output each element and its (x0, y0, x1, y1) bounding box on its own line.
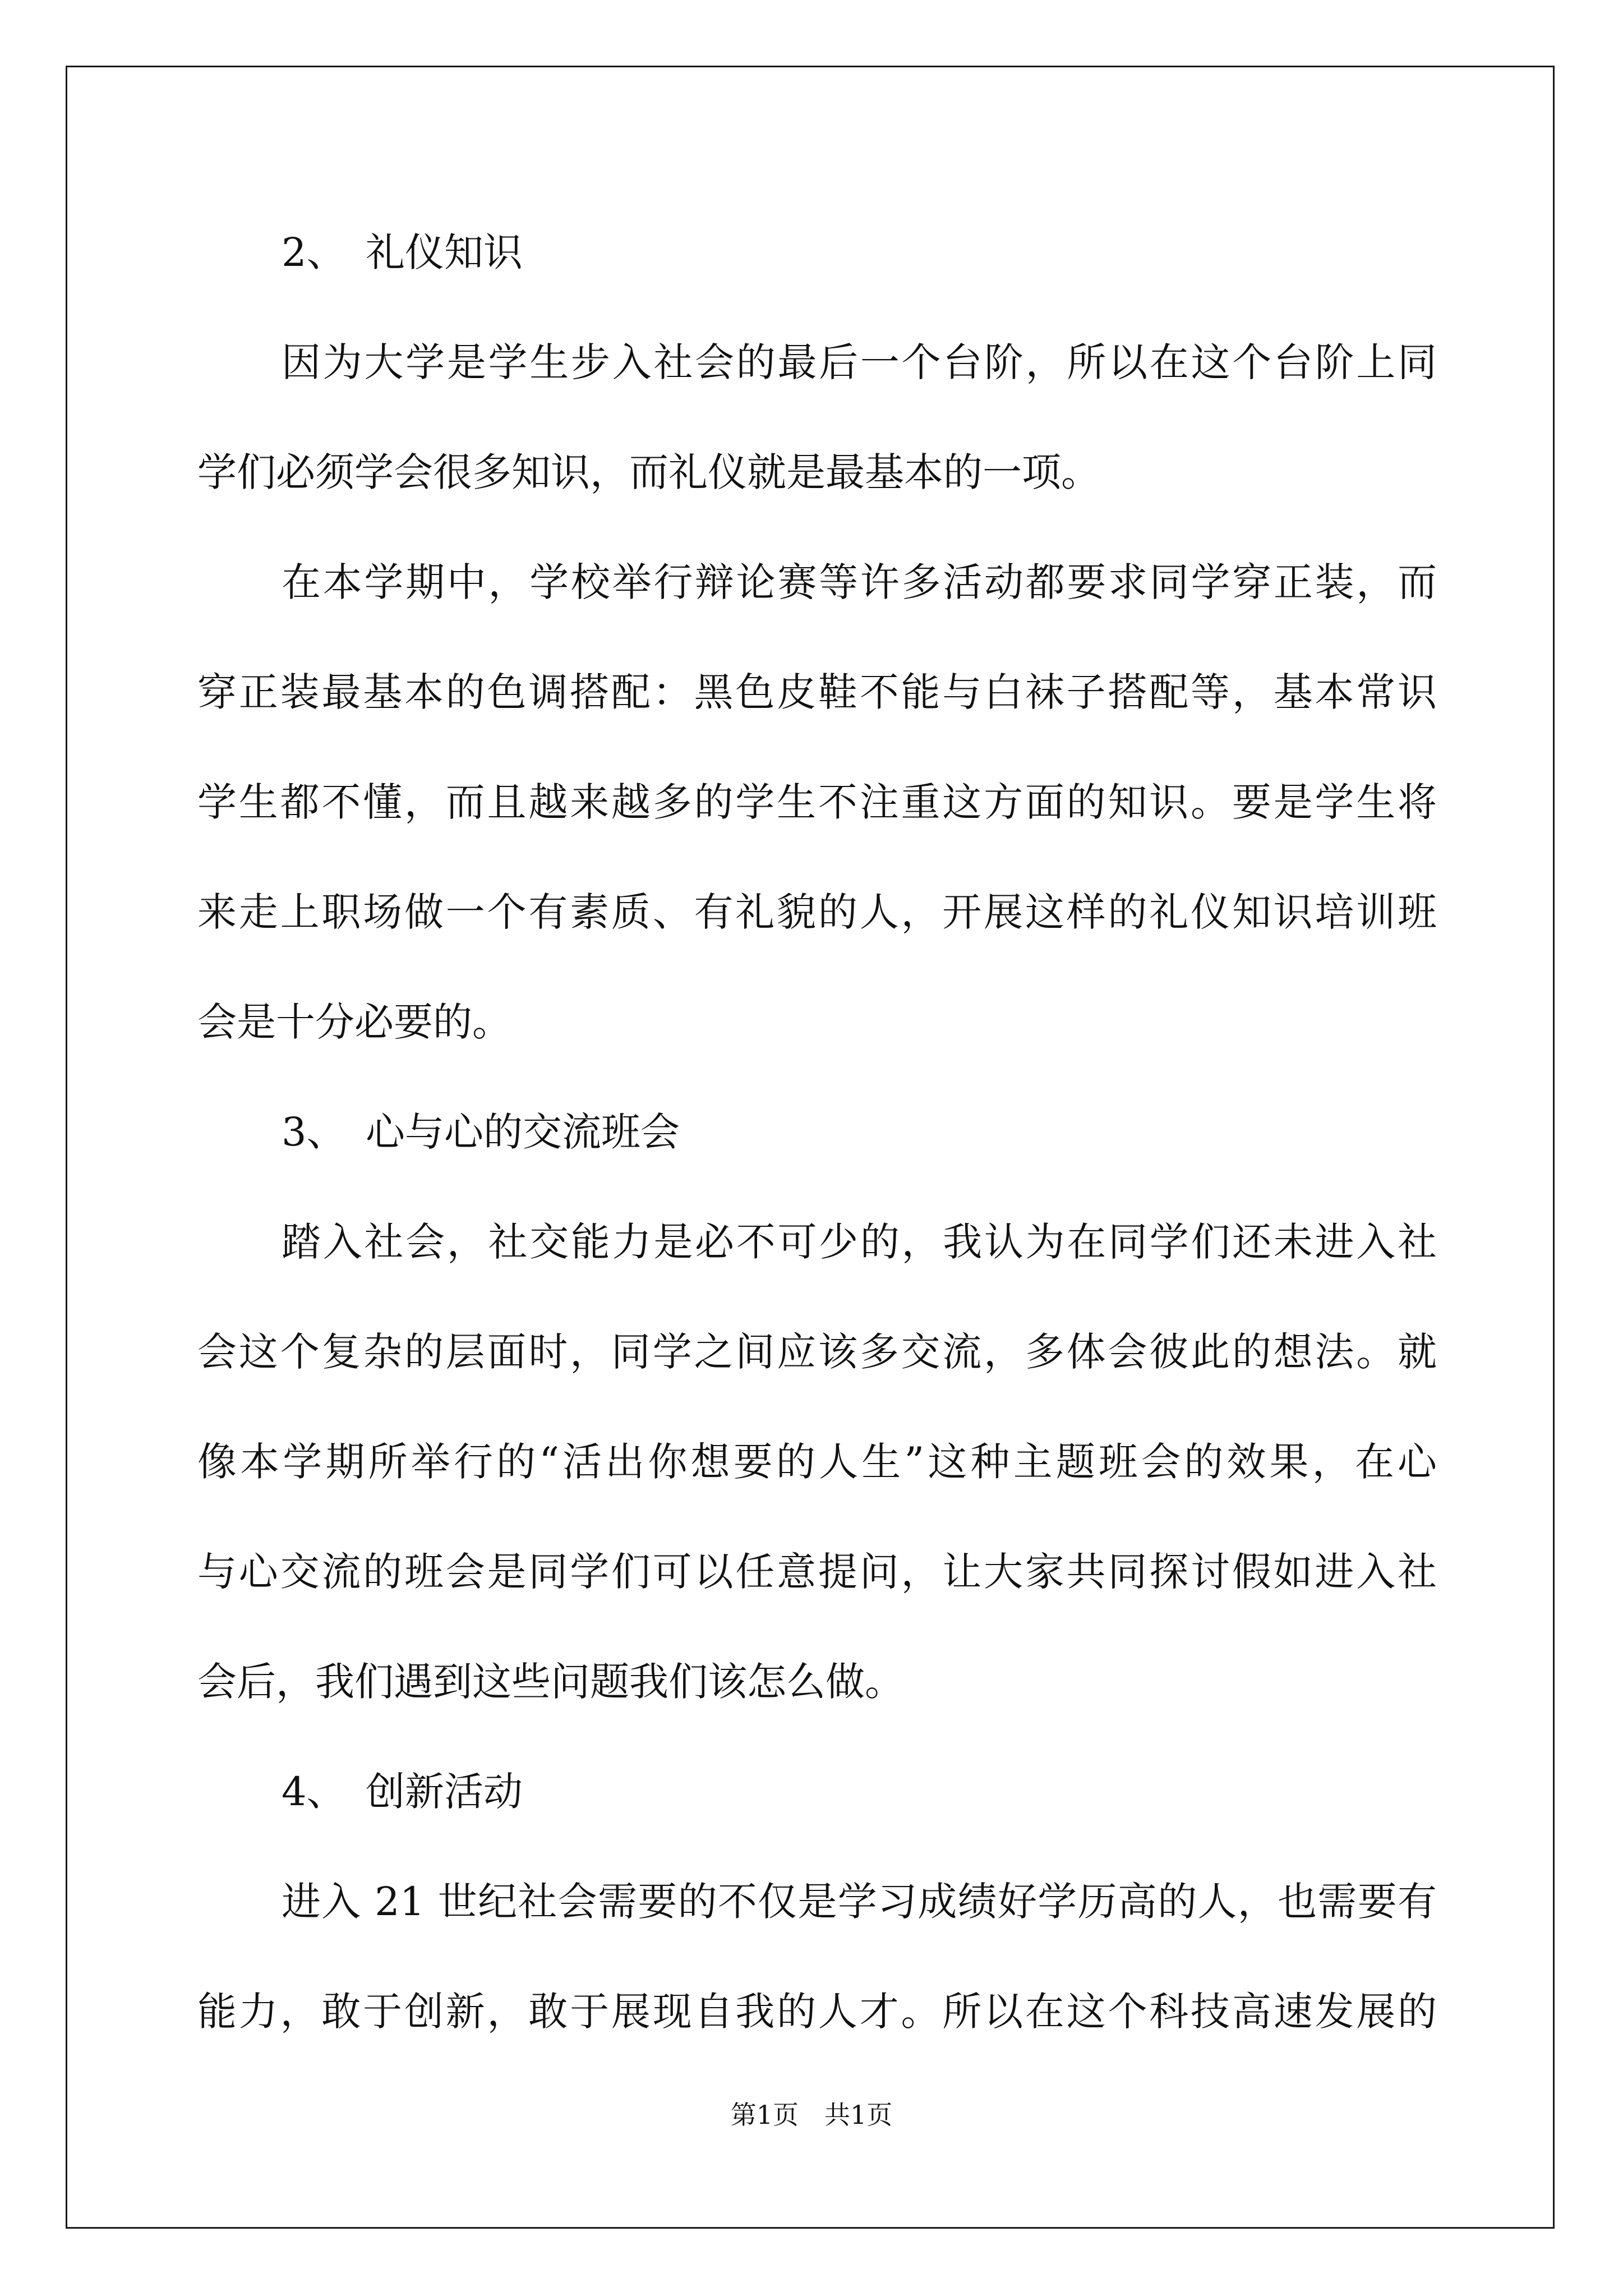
section-number: 3、 (282, 1109, 346, 1155)
paragraph-line: 学们必须学会很多知识，而礼仪就是最基本的一项。 (197, 449, 1100, 495)
paragraph-line: 能力，敢于创新，敢于展现自我的人才。所以在这个科技高速发展的 (197, 1989, 1437, 2035)
paragraph-line: 在本学期中，学校举行辩论赛等许多活动都要求同学穿正装，而 (282, 559, 1437, 605)
section-heading (282, 213, 523, 292)
section-number: 4、 (282, 1769, 346, 1815)
paragraph-line: 与心交流的班会是同学们可以任意提问，让大家共同探讨假如进入社 (197, 1549, 1437, 1595)
paragraph-line: 会后，我们遇到这些问题我们该怎么做。 (197, 1659, 904, 1705)
paragraph-line: 来走上职场做一个有素质、有礼貌的人，开展这样的礼仪知识培训班 (197, 889, 1437, 935)
section-heading (282, 1093, 680, 1171)
section-title: 礼仪知识 (366, 229, 523, 275)
paragraph-line: 学生都不懂，而且越来越多的学生不注重这方面的知识。要是学生将 (197, 779, 1437, 825)
page-total: 共1页 (824, 2100, 893, 2130)
paragraph-line: 会这个复杂的层面时，同学之间应该多交流，多体会彼此的想法。就 (197, 1329, 1437, 1375)
section-title: 创新活动 (366, 1769, 523, 1815)
section-title: 心与心的交流班会 (366, 1109, 680, 1155)
paragraph-line: 穿正装最基本的色调搭配：黑色皮鞋不能与白袜子搭配等，基本常识 (197, 669, 1437, 715)
section-heading (282, 1752, 523, 1831)
page-footer (0, 2098, 1623, 2132)
section-number: 2、 (282, 229, 346, 275)
paragraph-line: 踏入社会，社交能力是必不可少的，我认为在同学们还未进入社 (282, 1219, 1437, 1265)
paragraph-line: 进入 21 世纪社会需要的不仅是学习成绩好学历高的人，也需要有 (282, 1879, 1437, 1925)
paragraph-line: 像本学期所举行的“活出你想要的人生”这种主题班会的效果，在心 (197, 1439, 1437, 1485)
paragraph-line: 因为大学是学生步入社会的最后一个台阶，所以在这个台阶上同 (282, 339, 1437, 385)
page-number: 第1页 (730, 2100, 799, 2130)
paragraph-line: 会是十分必要的。 (197, 999, 511, 1045)
